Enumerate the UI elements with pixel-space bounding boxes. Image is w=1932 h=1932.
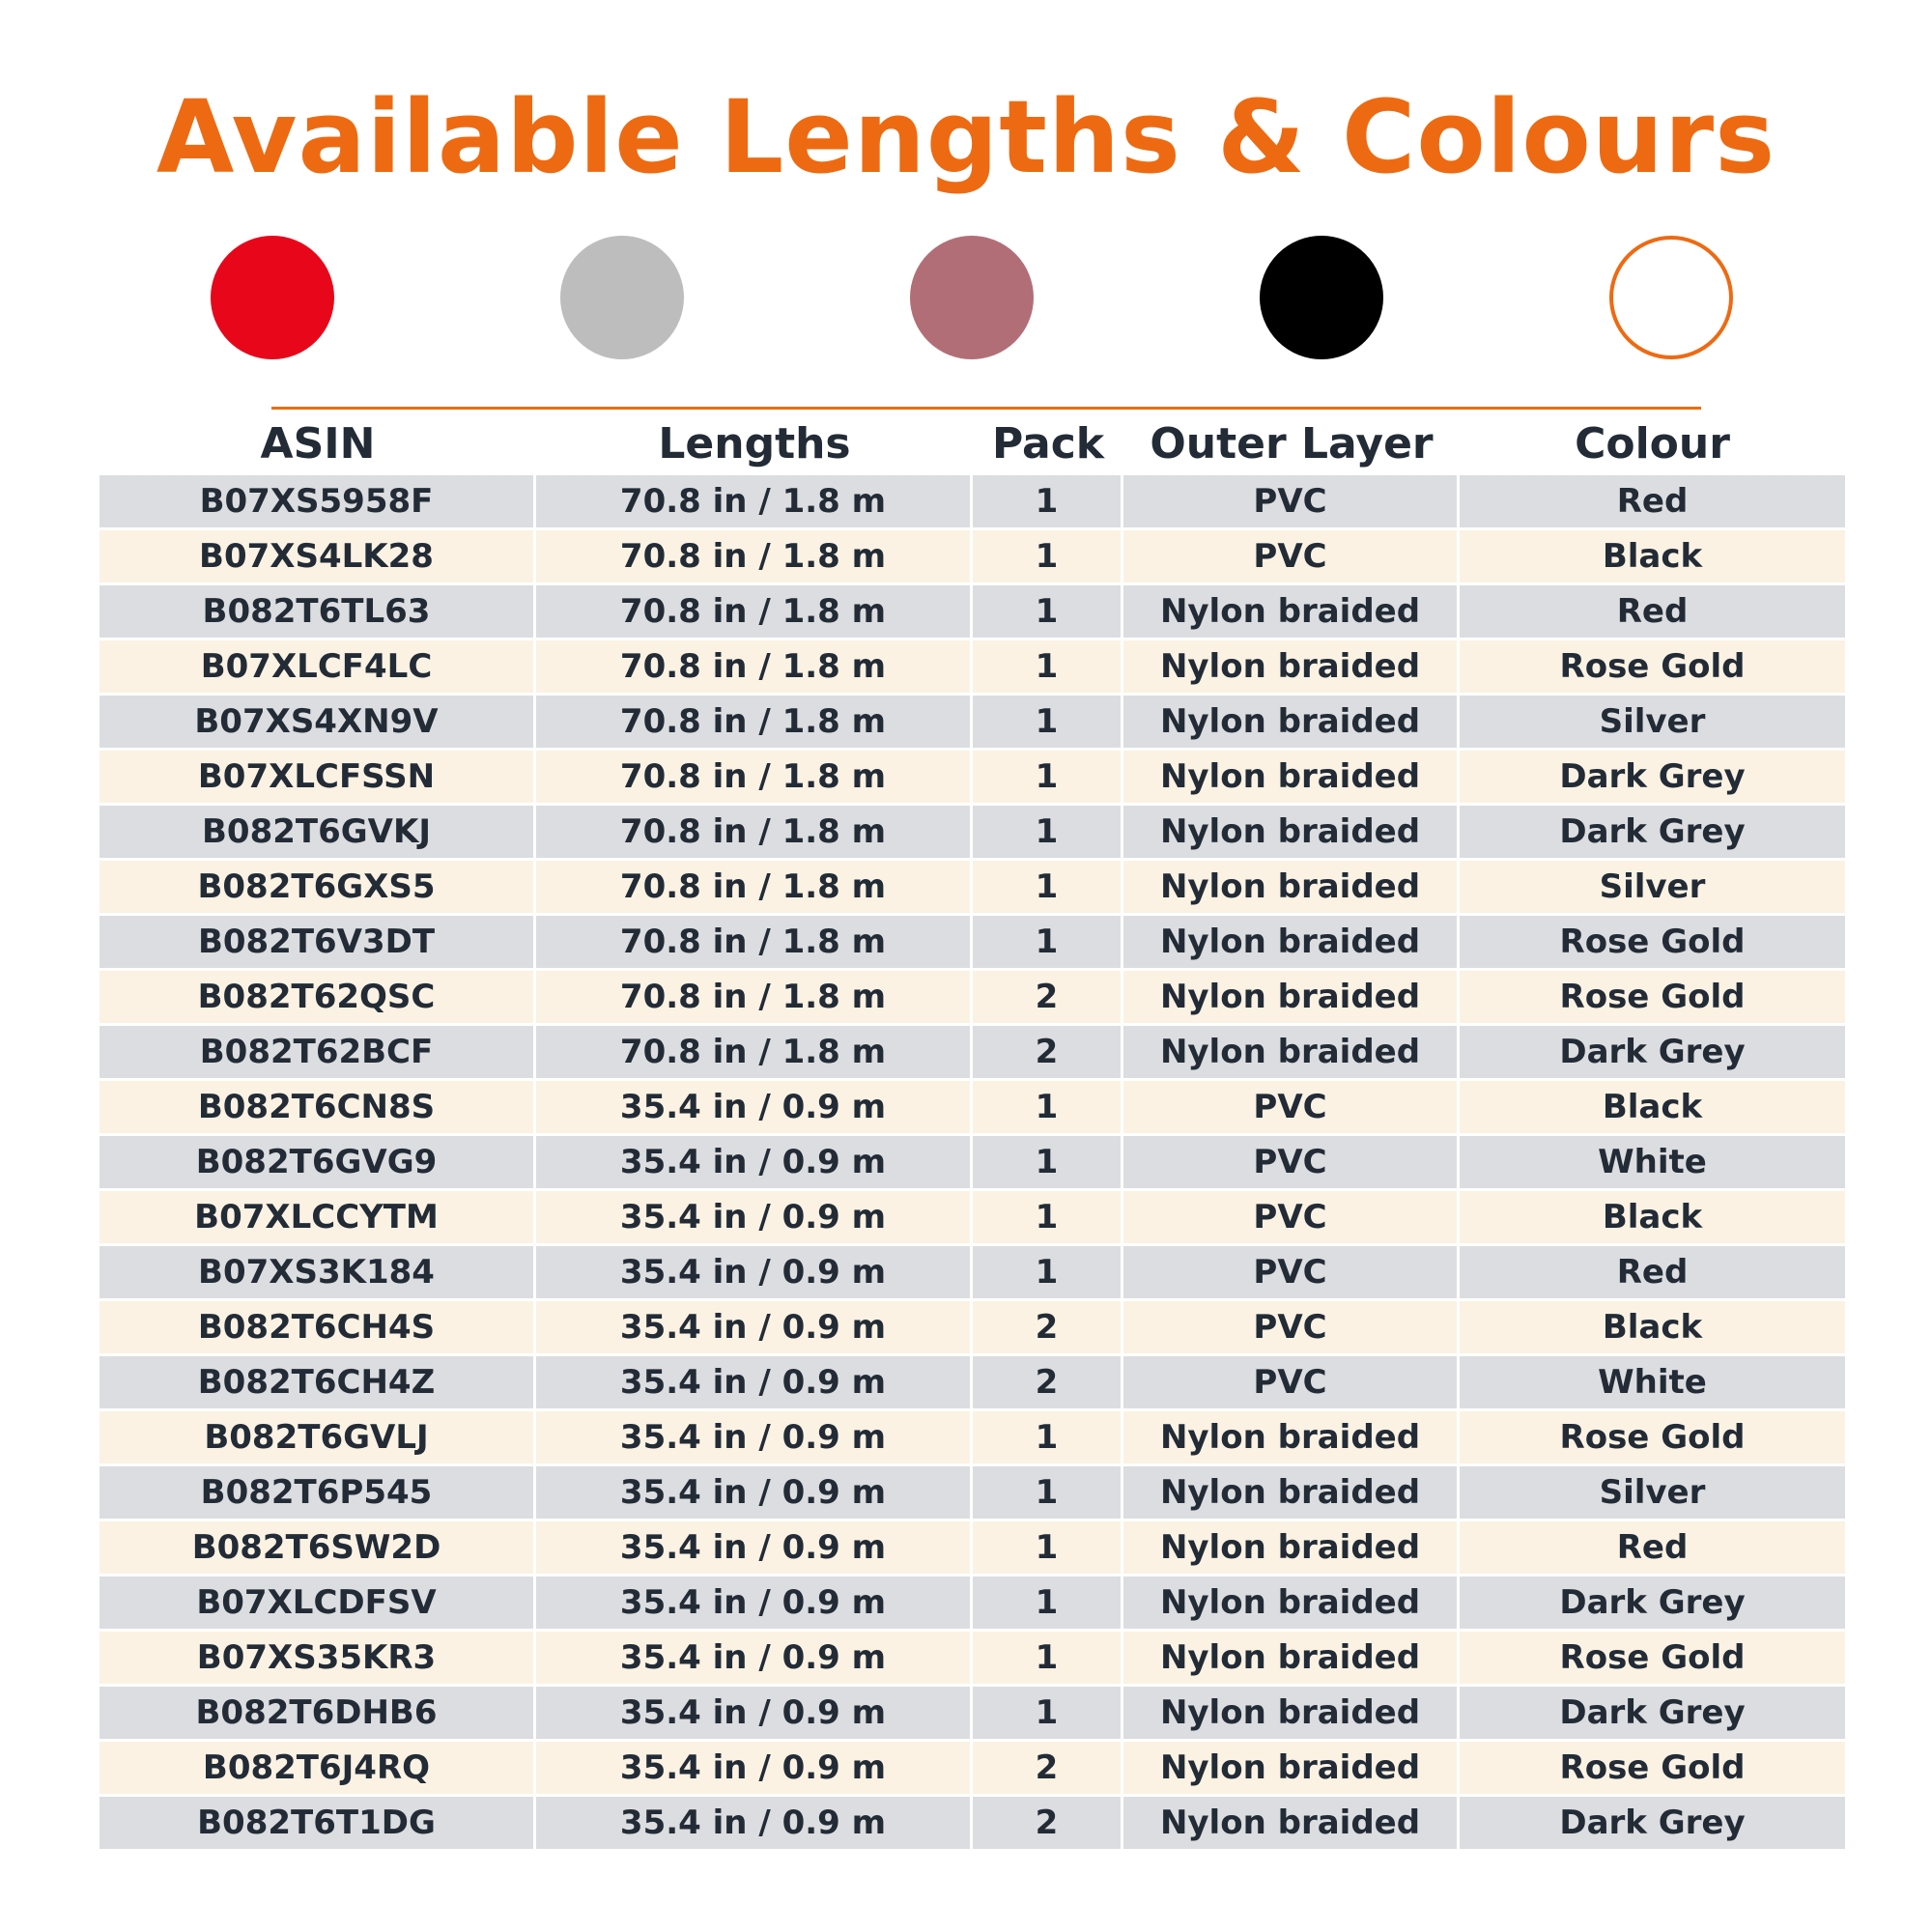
table-row [99, 861, 1845, 916]
length-cell: 35.4 in / 0.9 m [536, 1687, 973, 1742]
header-lengths: Lengths [658, 418, 851, 469]
length-cell: 35.4 in / 0.9 m [536, 1191, 973, 1246]
asin-cell: B07XS3K184 [99, 1246, 536, 1301]
colour-cell: Black [1460, 530, 1845, 585]
outer-layer-cell: Nylon braided [1123, 1411, 1460, 1466]
pack-cell: 2 [973, 1301, 1123, 1356]
length-cell: 35.4 in / 0.9 m [536, 1742, 973, 1797]
length-cell: 35.4 in / 0.9 m [536, 1797, 973, 1852]
colour-cell: Silver [1460, 1466, 1845, 1521]
pack-cell: 1 [973, 640, 1123, 696]
outer-layer-cell: PVC [1123, 1136, 1460, 1191]
asin-cell: B082T6V3DT [99, 916, 536, 971]
pack-cell: 1 [973, 585, 1123, 640]
outer-layer-cell: Nylon braided [1123, 696, 1460, 751]
colour-cell: Red [1460, 1246, 1845, 1301]
colour-cell: Red [1460, 475, 1845, 530]
table-row [99, 916, 1845, 971]
length-cell: 35.4 in / 0.9 m [536, 1081, 973, 1136]
colour-cell: Rose Gold [1460, 971, 1845, 1026]
colour-cell: Rose Gold [1460, 916, 1845, 971]
table-row [99, 1356, 1845, 1411]
length-cell: 70.8 in / 1.8 m [536, 585, 973, 640]
pack-cell: 1 [973, 1632, 1123, 1687]
length-cell: 70.8 in / 1.8 m [536, 861, 973, 916]
outer-layer-cell: PVC [1123, 1246, 1460, 1301]
table-row [99, 640, 1845, 696]
length-cell: 35.4 in / 0.9 m [536, 1246, 973, 1301]
asin-cell: B082T62BCF [99, 1026, 536, 1081]
colour-cell: Black [1460, 1191, 1845, 1246]
black-swatch [1260, 236, 1383, 359]
table-row [99, 475, 1845, 530]
asin-cell: B082T6GVKJ [99, 806, 536, 861]
asin-cell: B07XS5958F [99, 475, 536, 530]
pack-cell: 1 [973, 751, 1123, 806]
asin-cell: B082T6GVLJ [99, 1411, 536, 1466]
colour-cell: Red [1460, 585, 1845, 640]
header-rule [271, 407, 1701, 410]
pack-cell: 1 [973, 1191, 1123, 1246]
pack-cell: 1 [973, 696, 1123, 751]
outer-layer-cell: Nylon braided [1123, 1026, 1460, 1081]
asin-cell: B07XS4LK28 [99, 530, 536, 585]
pack-cell: 2 [973, 971, 1123, 1026]
colour-cell: Dark Grey [1460, 1687, 1845, 1742]
colour-cell: Red [1460, 1521, 1845, 1577]
pack-cell: 1 [973, 530, 1123, 585]
asin-cell: B07XLCF4LC [99, 640, 536, 696]
page-title: Available Lengths & Colours [156, 78, 1776, 196]
pack-cell: 2 [973, 1026, 1123, 1081]
table-row [99, 751, 1845, 806]
table-row [99, 1521, 1845, 1577]
length-cell: 70.8 in / 1.8 m [536, 1026, 973, 1081]
table-row [99, 1742, 1845, 1797]
colour-cell: Dark Grey [1460, 1577, 1845, 1632]
colour-cell: Dark Grey [1460, 806, 1845, 861]
pack-cell: 1 [973, 806, 1123, 861]
outer-layer-cell: Nylon braided [1123, 751, 1460, 806]
colour-cell: Dark Grey [1460, 1797, 1845, 1852]
pack-cell: 1 [973, 1246, 1123, 1301]
table-row [99, 1246, 1845, 1301]
outer-layer-cell: PVC [1123, 530, 1460, 585]
length-cell: 70.8 in / 1.8 m [536, 640, 973, 696]
asin-cell: B07XS4XN9V [99, 696, 536, 751]
length-cell: 70.8 in / 1.8 m [536, 916, 973, 971]
table-row [99, 1081, 1845, 1136]
table-row [99, 1466, 1845, 1521]
pack-cell: 2 [973, 1356, 1123, 1411]
outer-layer-cell: Nylon braided [1123, 1797, 1460, 1852]
length-cell: 70.8 in / 1.8 m [536, 475, 973, 530]
table-row [99, 1301, 1845, 1356]
outer-layer-cell: Nylon braided [1123, 1742, 1460, 1797]
table-row [99, 585, 1845, 640]
length-cell: 35.4 in / 0.9 m [536, 1632, 973, 1687]
length-cell: 35.4 in / 0.9 m [536, 1577, 973, 1632]
table-row [99, 1797, 1845, 1852]
table-row [99, 971, 1845, 1026]
product-table [99, 412, 1845, 1852]
length-cell: 70.8 in / 1.8 m [536, 806, 973, 861]
length-cell: 35.4 in / 0.9 m [536, 1136, 973, 1191]
table-row [99, 1577, 1845, 1632]
table-row [99, 696, 1845, 751]
asin-cell: B082T6TL63 [99, 585, 536, 640]
pack-cell: 1 [973, 1521, 1123, 1577]
header-asin: ASIN [260, 418, 376, 469]
white-swatch [1609, 236, 1733, 359]
outer-layer-cell: Nylon braided [1123, 640, 1460, 696]
colour-cell: Silver [1460, 861, 1845, 916]
pack-cell: 2 [973, 1797, 1123, 1852]
outer-layer-cell: Nylon braided [1123, 861, 1460, 916]
colour-swatches [0, 236, 1932, 361]
pack-cell: 2 [973, 1742, 1123, 1797]
length-cell: 70.8 in / 1.8 m [536, 696, 973, 751]
pack-cell: 1 [973, 1081, 1123, 1136]
length-cell: 70.8 in / 1.8 m [536, 751, 973, 806]
length-cell: 35.4 in / 0.9 m [536, 1301, 973, 1356]
asin-cell: B082T6GXS5 [99, 861, 536, 916]
colour-cell: Black [1460, 1301, 1845, 1356]
colour-cell: Silver [1460, 696, 1845, 751]
pack-cell: 1 [973, 1411, 1123, 1466]
table-row [99, 1191, 1845, 1246]
colour-cell: Rose Gold [1460, 1742, 1845, 1797]
silver-swatch [560, 236, 684, 359]
outer-layer-cell: PVC [1123, 1301, 1460, 1356]
asin-cell: B082T6CH4Z [99, 1356, 536, 1411]
asin-cell: B082T6J4RQ [99, 1742, 536, 1797]
asin-cell: B082T6CH4S [99, 1301, 536, 1356]
pack-cell: 1 [973, 1466, 1123, 1521]
asin-cell: B082T6T1DG [99, 1797, 536, 1852]
header-colour: Colour [1575, 418, 1730, 469]
pack-cell: 1 [973, 1136, 1123, 1191]
colour-cell: White [1460, 1136, 1845, 1191]
length-cell: 70.8 in / 1.8 m [536, 971, 973, 1026]
outer-layer-cell: Nylon braided [1123, 1687, 1460, 1742]
table-row [99, 1687, 1845, 1742]
asin-cell: B082T6GVG9 [99, 1136, 536, 1191]
asin-cell: B082T62QSC [99, 971, 536, 1026]
length-cell: 35.4 in / 0.9 m [536, 1521, 973, 1577]
asin-cell: B07XLCDFSV [99, 1577, 536, 1632]
pack-cell: 1 [973, 861, 1123, 916]
colour-cell: Dark Grey [1460, 1026, 1845, 1081]
header-pack: Pack [991, 418, 1105, 469]
outer-layer-cell: Nylon braided [1123, 971, 1460, 1026]
outer-layer-cell: PVC [1123, 1356, 1460, 1411]
table-row [99, 1411, 1845, 1466]
length-cell: 35.4 in / 0.9 m [536, 1411, 973, 1466]
asin-cell: B07XLCCYTM [99, 1191, 536, 1246]
pack-cell: 1 [973, 1687, 1123, 1742]
outer-layer-cell: Nylon braided [1123, 1577, 1460, 1632]
outer-layer-cell: Nylon braided [1123, 1466, 1460, 1521]
pack-cell: 1 [973, 916, 1123, 971]
outer-layer-cell: PVC [1123, 1191, 1460, 1246]
colour-cell: Rose Gold [1460, 1632, 1845, 1687]
pack-cell: 1 [973, 1577, 1123, 1632]
colour-cell: White [1460, 1356, 1845, 1411]
table-row [99, 1136, 1845, 1191]
table-header-row [99, 412, 1845, 475]
asin-cell: B082T6SW2D [99, 1521, 536, 1577]
colour-cell: Rose Gold [1460, 640, 1845, 696]
outer-layer-cell: Nylon braided [1123, 585, 1460, 640]
table-row [99, 1026, 1845, 1081]
table-row [99, 530, 1845, 585]
outer-layer-cell: PVC [1123, 1081, 1460, 1136]
asin-cell: B082T6DHB6 [99, 1687, 536, 1742]
pack-cell: 1 [973, 475, 1123, 530]
header-outer-layer: Outer Layer [1150, 418, 1434, 469]
table-row [99, 806, 1845, 861]
outer-layer-cell: PVC [1123, 475, 1460, 530]
rose-gold-swatch [910, 236, 1034, 359]
asin-cell: B07XS35KR3 [99, 1632, 536, 1687]
asin-cell: B082T6CN8S [99, 1081, 536, 1136]
colour-cell: Rose Gold [1460, 1411, 1845, 1466]
asin-cell: B082T6P545 [99, 1466, 536, 1521]
length-cell: 70.8 in / 1.8 m [536, 530, 973, 585]
length-cell: 35.4 in / 0.9 m [536, 1356, 973, 1411]
colour-cell: Dark Grey [1460, 751, 1845, 806]
table-row [99, 1632, 1845, 1687]
length-cell: 35.4 in / 0.9 m [536, 1466, 973, 1521]
outer-layer-cell: Nylon braided [1123, 1632, 1460, 1687]
asin-cell: B07XLCFSSN [99, 751, 536, 806]
red-swatch [211, 236, 334, 359]
colour-cell: Black [1460, 1081, 1845, 1136]
outer-layer-cell: Nylon braided [1123, 806, 1460, 861]
outer-layer-cell: Nylon braided [1123, 1521, 1460, 1577]
table-body [99, 475, 1845, 1852]
outer-layer-cell: Nylon braided [1123, 916, 1460, 971]
